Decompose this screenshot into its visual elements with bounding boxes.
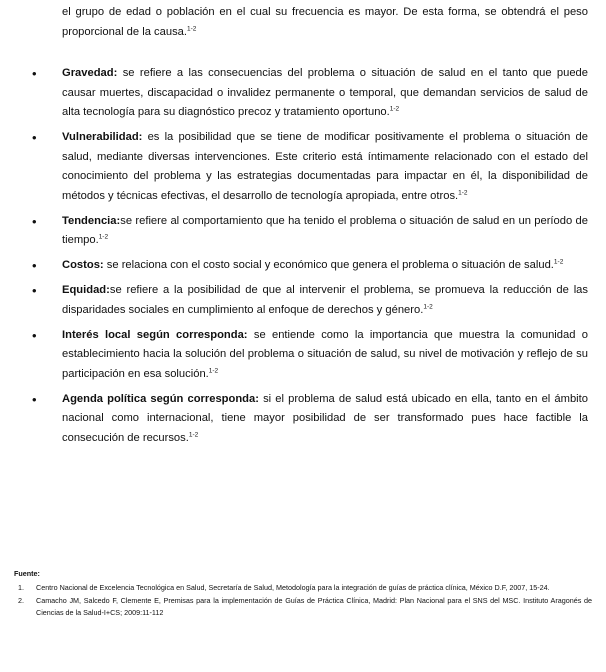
criterion-citation: 1-2: [208, 366, 219, 374]
criterion-tendencia: [32, 212, 588, 251]
criterion-term: Vulnerabilidad:: [62, 131, 143, 143]
reference-item: [14, 595, 592, 618]
sources-section: [14, 568, 592, 620]
criterion-text: es la posibilidad que se tiene de modificar positivamente el problema o situación de salud, mediante diversas intervenciones. Este criterio está íntimamente relacionado con el estado del conocimiento del problema y las estrategias documentadas para impactar en él, la disponibilidad de métodos y técnicas efectivas, el desarrollo de tecnología apropiada, entre otros.: [62, 131, 588, 202]
bullet-icon: •: [32, 283, 37, 298]
bullet-icon: •: [32, 327, 37, 343]
criterion-text: se refiere a la posibilidad de que al intervenir el problema, se promueva la reducción de las disparidades sociales en cumplimiento al enfoque de derechos y género.: [62, 284, 588, 316]
criterion-citation: 1-2: [188, 430, 199, 438]
bullet-icon: •: [32, 213, 37, 229]
criterion-text: si el problema de salud está ubicado en ella, tanto en el ámbito nacional como internacional, tiene mayor posibilidad de ser transformado pues hace factible la consecución de recursos.: [62, 392, 588, 444]
criterion-interes-local: [32, 326, 588, 385]
criterion-term: Interés local según corresponda:: [62, 328, 248, 341]
criterion-text: se refiere al comportamiento que ha tenido el problema o situación de salud en un período de tiempo.: [62, 214, 588, 246]
reference-text: Camacho JM, Salcedo F, Clemente E, Premisas para la implementación de Guías de Práctica Clínica, Madrid: Plan Nacional para el SNS del MSC. Instituto Aragonés de Ciencias de la Salud-I+CS; 2009:11-112: [36, 596, 592, 617]
bullet-icon: •: [32, 391, 37, 407]
intro-citation: 1-2: [187, 24, 197, 32]
reference-text: Centro Nacional de Excelencia Tecnológica en Salud, Secretaría de Salud, Metodología para la integración de guías de práctica clínica, México D.F, 2007, 15-24.: [36, 582, 550, 592]
criterion-term: Tendencia:: [62, 214, 121, 227]
criterion-citation: 1-2: [389, 105, 400, 113]
intro-text: el grupo de edad o población en el cual su frecuencia es mayor. De esta forma, se obtendrá el peso proporcional de la causa.: [62, 6, 588, 38]
criterion-text: se entiende como la importancia que muestra la comunidad o establecimiento hacia la solución del problema o situación de salud, su nivel de motivación y reflejo de su participación en esa solución.: [62, 328, 588, 380]
criterion-text: se refiere a las consecuencias del problema o situación de salud en el tanto que puede causar muertes, discapacidad o invalidez permanente o temporal, que demandan servicios de salud de alta tecnología para su diagnóstico precoz y tratamiento oportuno.: [62, 67, 588, 118]
criterion-term: Equidad:: [62, 284, 110, 296]
reference-item: [14, 582, 592, 594]
reference-number: 2.: [18, 596, 24, 605]
criterion-citation: 1-2: [98, 233, 109, 241]
intro-paragraph: [62, 3, 588, 42]
bullet-icon: •: [32, 66, 37, 81]
criterion-citation: 1-2: [423, 302, 433, 310]
criterion-agenda-politica: [32, 390, 588, 449]
criterion-gravedad: [32, 64, 588, 123]
criterion-costos: [32, 256, 588, 276]
bullet-icon: •: [32, 130, 37, 145]
criterion-equidad: [32, 281, 588, 320]
sources-title: Fuente:: [14, 569, 40, 578]
reference-number: 1.: [18, 582, 24, 592]
criterion-term: Agenda política según corresponda:: [62, 392, 259, 405]
criterion-term: Gravedad:: [62, 67, 118, 79]
criterion-term: Costos:: [62, 259, 104, 271]
criterion-vulnerabilidad: [32, 128, 588, 206]
criterion-text: se relaciona con el costo social y económico que genera el problema o situación de salud.: [103, 259, 554, 271]
criterion-citation: 1-2: [553, 258, 564, 266]
bullet-icon: •: [32, 258, 37, 273]
criterion-citation: 1-2: [458, 188, 468, 196]
criteria-list: [32, 64, 588, 454]
